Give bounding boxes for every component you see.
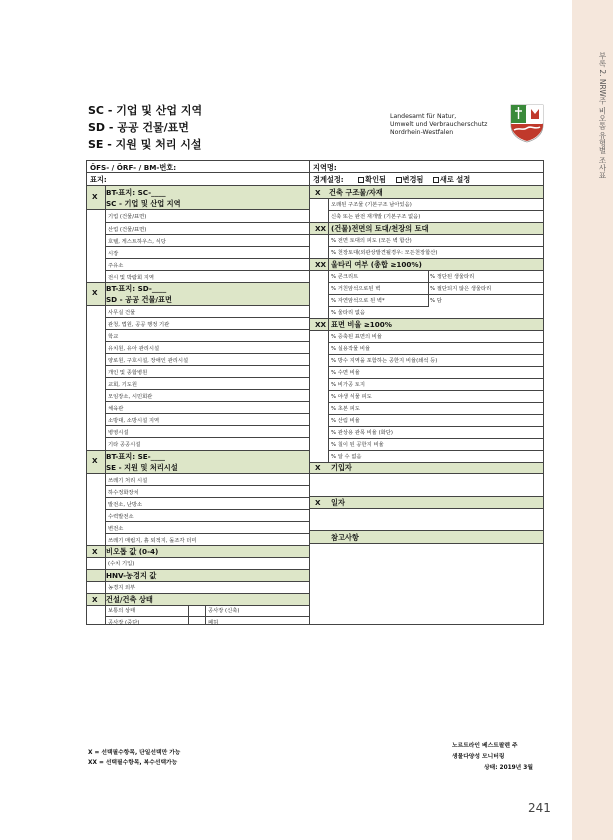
- sc-required-mark: X: [92, 192, 98, 201]
- facade-option[interactable]: % 천장토대(외관상발견될경우: 모든천장합산): [331, 250, 438, 256]
- divider: [87, 282, 309, 283]
- left-checkbox-divider: [105, 186, 106, 625]
- divider: [105, 329, 309, 330]
- divider: [328, 438, 543, 439]
- footer-program-name: 생물다양성 모니터링: [452, 754, 505, 760]
- se-item[interactable]: 쓰레기 처리 시설: [108, 478, 148, 484]
- side-chapter-label: 부록 2. NRW주 비오톱 유형별 조사표: [598, 52, 607, 180]
- divider: [310, 530, 543, 531]
- sd-bt-marking: BT-표지: SD-____: [106, 284, 167, 293]
- divider: [328, 450, 543, 451]
- sc-bt-marking: BT-표지: SC-____: [106, 188, 166, 197]
- sd-item[interactable]: 관청, 법원, 공공 행정 기관: [108, 322, 170, 328]
- boundary-row: [309, 172, 544, 186]
- structure-required-mark: X: [315, 188, 321, 197]
- agency-line: Nordrhein-Westfalen: [390, 129, 454, 136]
- divider: [328, 246, 543, 247]
- title-sd: SD - 공공 건물/표면: [88, 121, 189, 134]
- se-item[interactable]: 쓰레기 매립지, 흙 퇴적지, 돌조각 더미: [108, 538, 197, 544]
- recorder-input[interactable]: [310, 474, 543, 496]
- facade-title: (건물)전면의 토대/천장의 토대: [331, 224, 429, 233]
- boundary-option-label: 새로 설정: [439, 175, 471, 184]
- divider: [105, 413, 309, 414]
- recorder-required-mark: X: [315, 463, 321, 472]
- divider: [105, 365, 309, 366]
- divider: [87, 473, 309, 474]
- date-input[interactable]: [310, 509, 543, 530]
- construction-option[interactable]: 보통의 상태: [108, 608, 136, 614]
- divider: [328, 306, 428, 307]
- agency-line: Landesamt für Natur,: [390, 113, 457, 120]
- divider: [310, 508, 543, 509]
- fence-title: 울타리 여부 (총합 ≥100%): [331, 260, 422, 269]
- region-name-field[interactable]: 지역명:: [309, 160, 544, 173]
- se-item[interactable]: 하수정화장치: [108, 490, 139, 496]
- page-number: 241: [528, 801, 551, 815]
- construction-option[interactable]: 공사장 (신축): [208, 608, 240, 614]
- sd-item[interactable]: 개인 및 종합병원: [108, 370, 148, 376]
- divider: [328, 366, 543, 367]
- sc-item[interactable]: 전시 및 박람회 지역: [108, 275, 154, 281]
- divider: [87, 450, 309, 451]
- surface-option[interactable]: % 산림 비율: [331, 418, 360, 424]
- biotope-value-title: 비오톱 값 (0-4): [106, 547, 159, 556]
- date-title: 일자: [331, 498, 345, 507]
- divider: [310, 198, 543, 199]
- marking-field[interactable]: 표지:: [86, 172, 310, 186]
- surface-option[interactable]: % 알 수 없음: [331, 454, 362, 460]
- facade-option[interactable]: % 전면 토대의 피도 (모든 벽 합산): [331, 238, 412, 244]
- divider: [310, 496, 543, 497]
- divider: [310, 473, 543, 474]
- divider: [105, 246, 309, 247]
- sd-item[interactable]: 학교: [108, 334, 119, 340]
- divider: [105, 509, 309, 510]
- hnv-value-title: HNV-농경지 값: [106, 571, 157, 580]
- construction-divider: [188, 605, 189, 625]
- footer-status-date: 상태: 2019년 3월: [484, 765, 533, 771]
- divider: [310, 318, 543, 319]
- divider: [328, 354, 543, 355]
- divider: [105, 317, 309, 318]
- date-required-mark: X: [315, 498, 321, 507]
- sd-section-title: SD - 공공 건물/표면: [106, 295, 172, 304]
- divider: [310, 222, 543, 223]
- divider: [328, 402, 543, 403]
- divider: [105, 497, 309, 498]
- divider: [105, 521, 309, 522]
- biotope-value-input[interactable]: (수치 기입): [108, 561, 135, 567]
- sd-item[interactable]: 사무실 건물: [108, 310, 136, 316]
- se-item[interactable]: 발전소, 난방소: [108, 502, 143, 508]
- sd-item[interactable]: 유치원, 유아 관리시설: [108, 346, 160, 352]
- structure-option[interactable]: 신축 또는 완전 재개발 (기본구조 없음): [331, 214, 421, 220]
- divider: [87, 557, 309, 558]
- legend-single-choice: X = 선택필수항목, 단일선택만 가능: [88, 750, 181, 756]
- divider: [105, 401, 309, 402]
- sd-item[interactable]: 체육관: [108, 406, 124, 412]
- hnv-farmland-option[interactable]: 농경지 외부: [108, 585, 136, 591]
- sc-section-title: SC - 기업 및 산업 지역: [106, 199, 181, 208]
- divider: [87, 605, 309, 606]
- construction-required-mark: X: [92, 595, 98, 604]
- divider: [105, 533, 309, 534]
- title-sc: SC - 기업 및 산업 지역: [88, 104, 203, 117]
- legend-multiple-choice: XX = 선택필수항목, 복수선택가능: [88, 760, 178, 766]
- sc-item[interactable]: 시장: [108, 251, 119, 257]
- surface-option[interactable]: % 비가공 토지: [331, 382, 365, 388]
- construction-option[interactable]: 폐허: [208, 620, 219, 625]
- sc-item[interactable]: 호텔, 게스트하우스, 식당: [108, 239, 166, 245]
- surface-option[interactable]: % 칠이 된 공한지 비율: [331, 442, 384, 448]
- boundary-label: 경계설정:: [313, 175, 344, 184]
- surface-option[interactable]: % 초본 피도: [331, 406, 360, 412]
- se-bt-marking: BT-표지: SE-____: [106, 452, 166, 461]
- fence-option[interactable]: % 울타리 없음: [331, 310, 365, 316]
- fence-option[interactable]: % 담: [430, 298, 442, 304]
- construction-divider: [205, 605, 206, 625]
- checkbox-icon[interactable]: [433, 177, 439, 183]
- divider: [310, 270, 543, 271]
- surface-option[interactable]: % 방수 지역을 포함하는 공한지 비율(쇄석 등): [331, 358, 438, 364]
- sd-item[interactable]: 소방대, 소방시설 지역: [108, 418, 160, 424]
- nrw-crest-logo: [509, 103, 545, 143]
- fence-option[interactable]: % 거친암석으로된 벽: [331, 286, 381, 292]
- checkbox-icon[interactable]: [358, 177, 364, 183]
- surface-option[interactable]: % 수면 비율: [331, 370, 360, 376]
- surface-required-mark: XX: [315, 320, 327, 329]
- divider: [105, 389, 309, 390]
- sc-item[interactable]: 산업 (건물/표면): [108, 227, 147, 233]
- se-required-mark: X: [92, 456, 98, 465]
- divider: [105, 377, 309, 378]
- divider: [87, 581, 309, 582]
- construction-state-title: 건설/건축 상태: [106, 595, 153, 604]
- divider: [87, 593, 309, 594]
- divider: [328, 378, 543, 379]
- sd-item[interactable]: 기타 공공시설: [108, 442, 141, 448]
- fence-option[interactable]: % 정단된 생울타리: [430, 274, 475, 280]
- sd-item[interactable]: 양로원, 구호시설, 장애인 관리시설: [108, 358, 189, 364]
- surface-option[interactable]: % 증축된 표면의 비율: [331, 334, 383, 340]
- sc-item[interactable]: 기업 (건물/표면): [108, 214, 147, 220]
- boundary-changed-option[interactable]: [396, 175, 424, 184]
- divider: [105, 258, 309, 259]
- boundary-confirmed-option[interactable]: [358, 175, 386, 184]
- surface-title: 표면 비율 ≥100%: [331, 320, 393, 329]
- sd-item[interactable]: 교회, 기도원: [108, 382, 137, 388]
- divider: [105, 341, 309, 342]
- divider: [105, 425, 309, 426]
- fence-required-mark: XX: [315, 260, 327, 269]
- se-section-title: SE - 지원 및 처리시설: [106, 463, 178, 472]
- surface-option[interactable]: % 관상용 관목 비율 (화단): [331, 430, 393, 436]
- agency-name: [390, 113, 505, 137]
- se-item[interactable]: 변전소: [108, 526, 124, 532]
- divider: [328, 414, 543, 415]
- recorder-title: 기입자: [331, 463, 352, 472]
- fence-column-divider: [428, 270, 429, 307]
- checkbox-icon[interactable]: [396, 177, 402, 183]
- boundary-option-label: 변경됨: [402, 175, 424, 184]
- construction-option[interactable]: 공사장 (중단): [108, 620, 140, 625]
- divider: [105, 270, 309, 271]
- divider: [105, 616, 309, 617]
- divider: [328, 426, 543, 427]
- sd-item[interactable]: 병영시설: [108, 430, 129, 436]
- divider: [105, 222, 309, 223]
- divider: [310, 330, 543, 331]
- divider: [87, 569, 309, 570]
- divider: [328, 342, 543, 343]
- notes-title: 참고사항: [331, 533, 359, 542]
- divider: [87, 545, 309, 546]
- fence-option[interactable]: % 절단되지 않은 생울타리: [430, 286, 492, 292]
- fence-option[interactable]: % 자연암석으로 된 벽*: [331, 298, 385, 304]
- divider: [87, 209, 309, 210]
- sd-required-mark: X: [92, 288, 98, 297]
- divider: [310, 234, 543, 235]
- divider: [105, 234, 309, 235]
- surface-option[interactable]: % 야생 식물 피도: [331, 394, 372, 400]
- divider: [328, 282, 543, 283]
- boundary-option-label: 확인됨: [365, 175, 387, 184]
- divider: [105, 353, 309, 354]
- title-se: SE - 지원 및 처리 시설: [88, 138, 202, 151]
- divider: [87, 305, 309, 306]
- fence-option[interactable]: % 콘크리트: [331, 274, 359, 280]
- se-item[interactable]: 수력발전소: [108, 514, 134, 520]
- boundary-new-option[interactable]: [433, 175, 470, 184]
- divider: [328, 294, 543, 295]
- sc-item[interactable]: 주유소: [108, 263, 124, 269]
- agency-line: Umwelt und Verbraucherschutz: [390, 121, 488, 128]
- structure-option[interactable]: 오래된 구조물 (기본구조 남아있음): [331, 202, 412, 208]
- structure-title: 건축 구조물/자재: [329, 188, 383, 197]
- divider: [310, 258, 543, 259]
- divider: [310, 543, 543, 544]
- divider: [105, 437, 309, 438]
- divider: [328, 210, 543, 211]
- notes-textarea[interactable]: [310, 544, 543, 624]
- facade-required-mark: XX: [315, 224, 327, 233]
- bio-required-mark: X: [92, 547, 98, 556]
- footer-state-name: 노르트라인 베스트팔렌 주: [452, 743, 518, 749]
- oefs-number-field[interactable]: ÖFS- / ÖRF- / BM-번호:: [86, 160, 310, 173]
- sd-item[interactable]: 모임장소, 시민회관: [108, 394, 153, 400]
- divider: [328, 390, 543, 391]
- surface-option[interactable]: % 실용작물 비율: [331, 346, 371, 352]
- divider: [310, 462, 543, 463]
- divider: [105, 485, 309, 486]
